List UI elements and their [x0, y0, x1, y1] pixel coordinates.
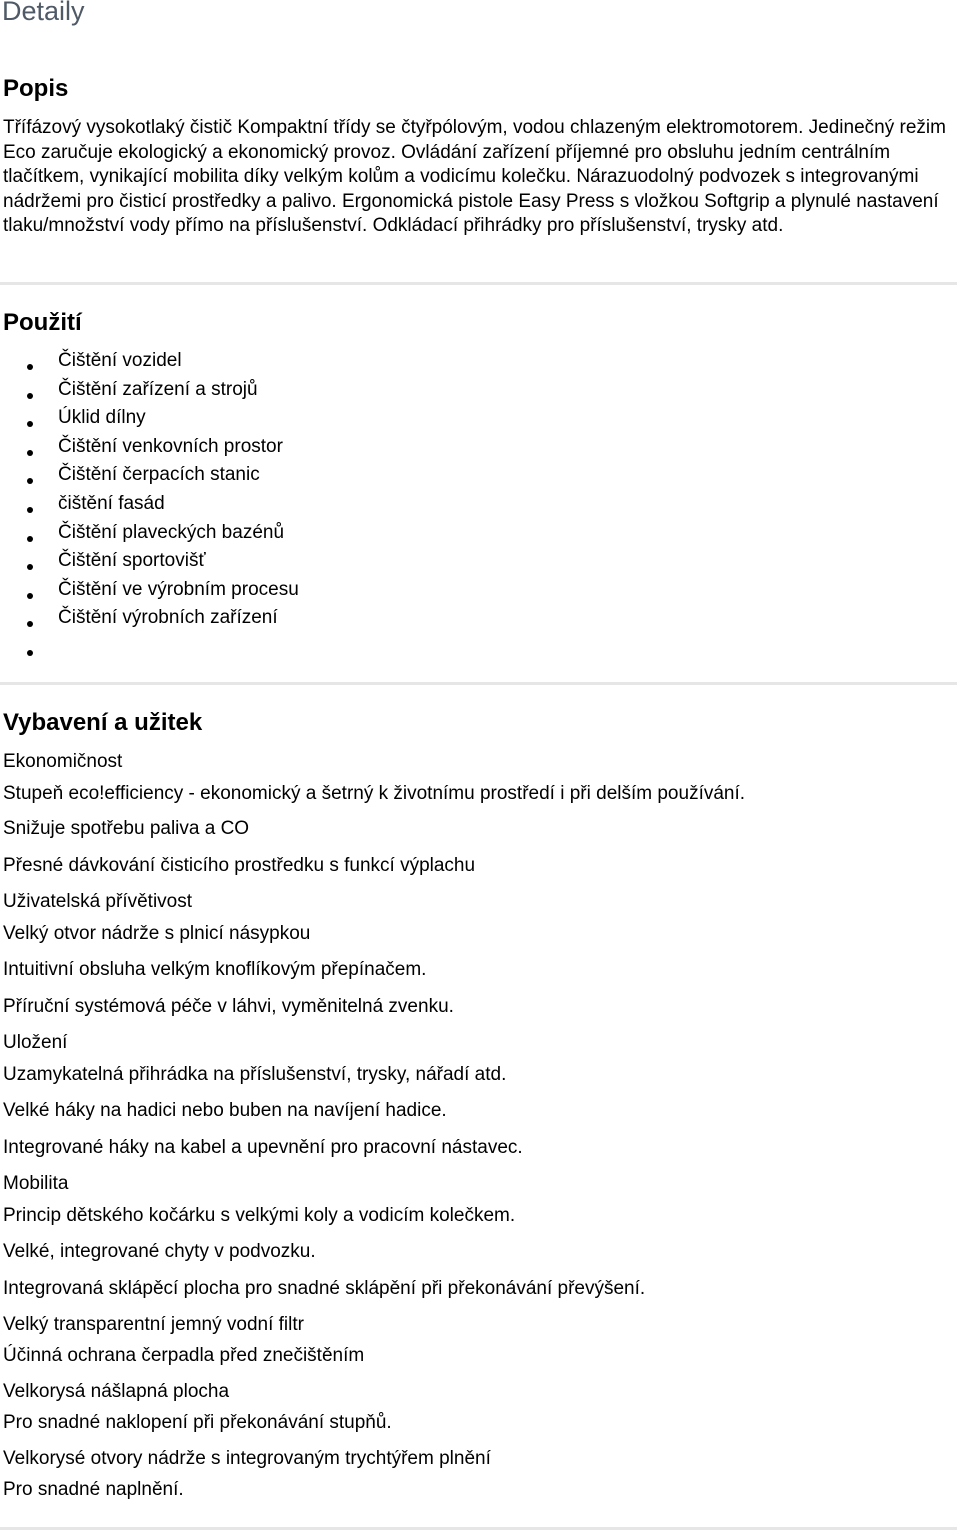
feature-group-label: Ekonomičnost	[3, 751, 123, 772]
bullet-icon	[27, 564, 33, 570]
list-item: Čištění čerpacích stanic	[0, 461, 299, 490]
section-divider	[0, 1527, 957, 1530]
feature-line: Snižuje spotřebu paliva a CO	[3, 818, 250, 839]
feature-line: Účinná ochrana čerpadla před znečištěním	[3, 1345, 365, 1366]
bullet-icon	[27, 593, 33, 599]
bullet-icon	[27, 507, 33, 513]
section-divider	[0, 282, 957, 285]
feature-line: Pro snadné naplnění.	[3, 1479, 184, 1500]
feature-line: Integrované háky na kabel a upevnění pro pracovní nástavec.	[3, 1137, 523, 1158]
popis-text: Třífázový vysokotlaký čistič Kompaktní třídy se čtyřpólovým, vodou chlazeným elektromotorem. Jedinečný režim Eco zaručuje ekologický a ekonomický provoz. Ovládání zařízení příjemné pro obsluhu jedním centrálním tlačítkem, vynikající mobilita díky velkým kolům a vodicímu kolečku. Nárazuodolný podvozek s integrovanými nádržemi pro čisticí prostředky a palivo. Ergonomická pistole Easy Press s vložkou Softgrip a plynulé nastavení tlaku/množství vody přímo na příslušenství. Odkládací přihrádky pro příslušenství, trysky atd.	[3, 117, 946, 236]
bullet-icon	[27, 364, 33, 370]
feature-group-label: Velkorysá nášlapná plocha	[3, 1381, 230, 1402]
list-item: Úklid dílny	[0, 404, 299, 433]
feature-line: Velké, integrované chyty v podvozku.	[3, 1241, 316, 1262]
feature-group-label: Velkorysé otvory nádrže s integrovaným trychtýřem plnění	[3, 1448, 491, 1469]
bullet-icon	[27, 393, 33, 399]
list-item: Čištění zařízení a strojů	[0, 376, 299, 405]
feature-line: Pro snadné naklopení při překonávání stupňů.	[3, 1412, 392, 1433]
list-item: Čištění ve výrobním procesu	[0, 576, 299, 605]
feature-line: Intuitivní obsluha velkým knoflíkovým přepínačem.	[3, 959, 427, 980]
feature-group-label: Uživatelská přívětivost	[3, 891, 193, 912]
feature-group-label: Velký transparentní jemný vodní filtr	[3, 1314, 304, 1335]
feature-line: Velké háky na hadici nebo buben na navíjení hadice.	[3, 1100, 447, 1121]
pouziti-heading: Použití	[3, 309, 82, 336]
feature-line: Přesné dávkování čisticího prostředku s funkcí výplachu	[3, 855, 476, 876]
feature-line: Princip dětského kočárku s velkými koly a vodicím kolečkem.	[3, 1205, 516, 1226]
feature-line: Velký otvor nádrže s plnicí násypkou	[3, 923, 311, 944]
pouziti-list	[0, 347, 299, 662]
feature-line: Integrovaná sklápěcí plocha pro snadné sklápění při překonávání převýšení.	[3, 1278, 646, 1299]
feature-group-label: Uložení	[3, 1032, 68, 1053]
bullet-icon	[27, 478, 33, 484]
bullet-icon	[27, 621, 33, 627]
page-title: Detaily	[2, 0, 85, 26]
bullet-icon	[27, 650, 33, 656]
feature-line: Příruční systémová péče v láhvi, vyměnitelná zvenku.	[3, 996, 454, 1017]
feature-line: Stupeň eco!efficiency - ekonomický a šetrný k životnímu prostředí i při delším používání.	[3, 783, 746, 804]
list-item: Čištění sportovišť	[0, 547, 299, 576]
bullet-icon	[27, 450, 33, 456]
section-divider	[0, 682, 957, 685]
feature-line: Uzamykatelná přihrádka na příslušenství, trysky, nářadí atd.	[3, 1064, 507, 1085]
bullet-icon	[27, 536, 33, 542]
feature-group-label: Mobilita	[3, 1173, 69, 1194]
list-item: Čištění vozidel	[0, 347, 299, 376]
bullet-icon	[27, 421, 33, 427]
list-item	[0, 633, 299, 662]
list-item: Čištění výrobních zařízení	[0, 604, 299, 633]
popis-heading: Popis	[3, 75, 69, 102]
list-item: Čištění plaveckých bazénů	[0, 519, 299, 548]
list-item: Čištění venkovních prostor	[0, 433, 299, 462]
list-item: čištění fasád	[0, 490, 299, 519]
vybaveni-heading: Vybavení a užitek	[3, 709, 203, 736]
